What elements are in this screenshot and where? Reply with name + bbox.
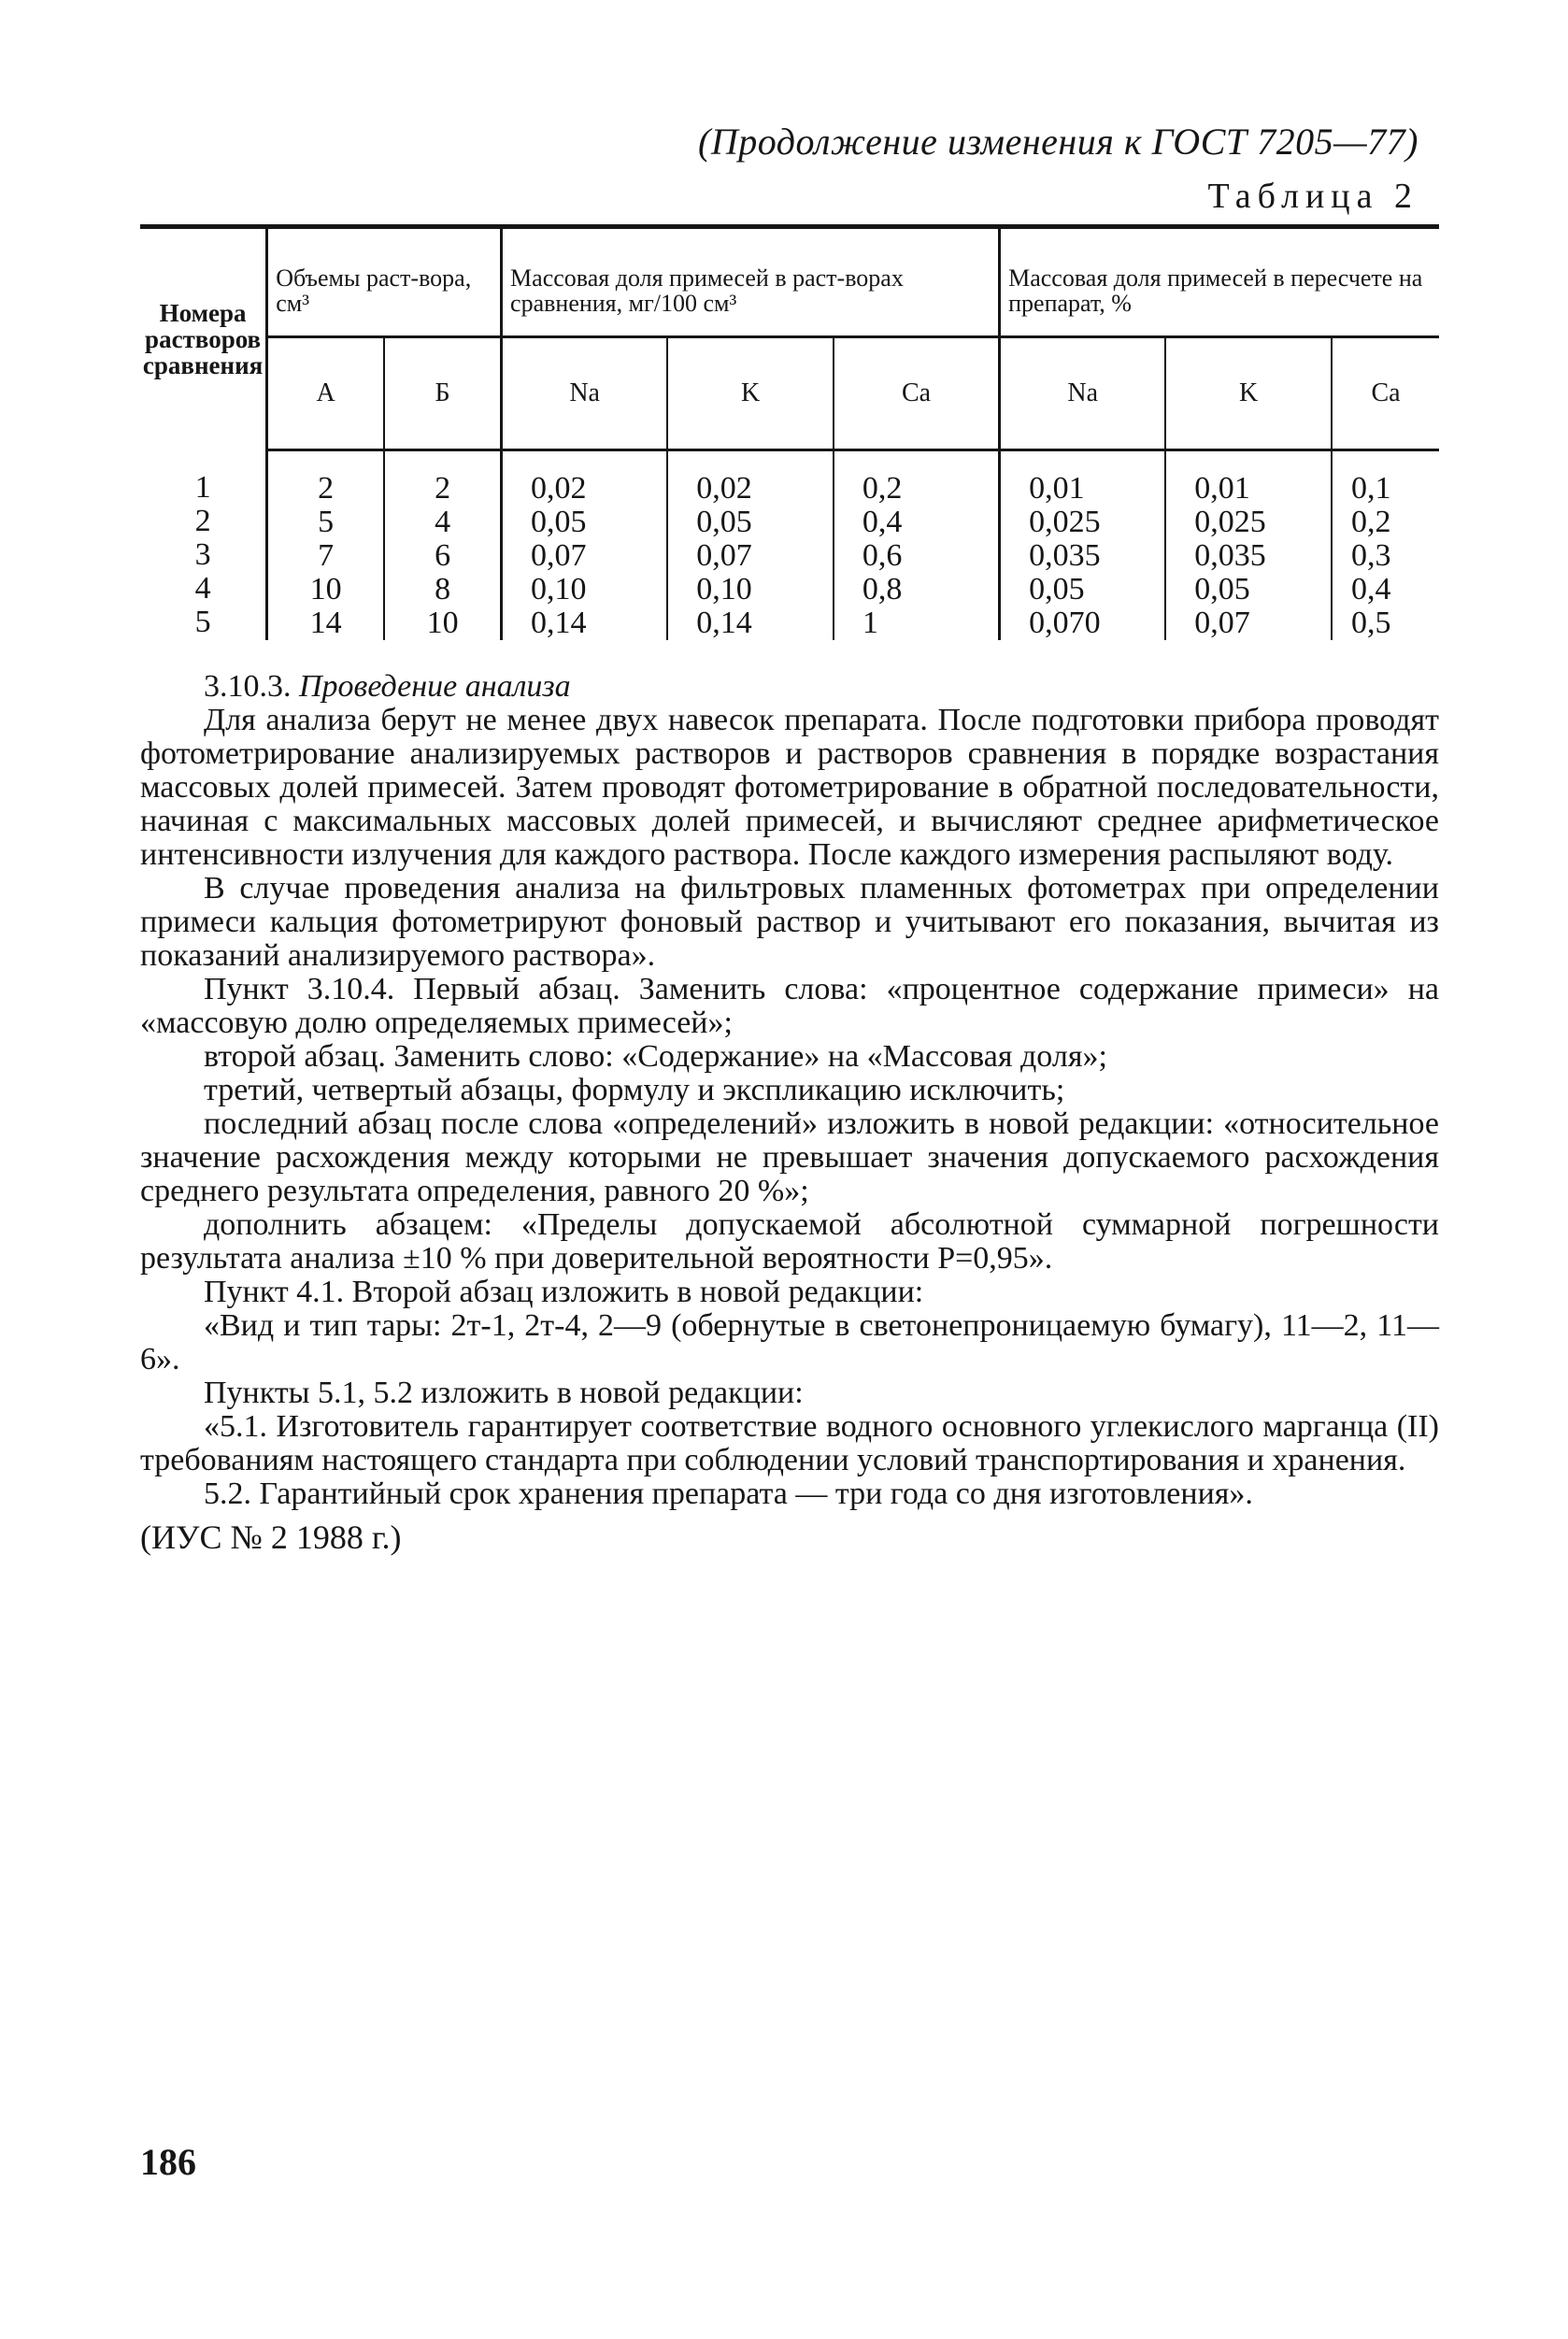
- table-cell: 0,8: [862, 572, 903, 606]
- document-body: [140, 670, 1439, 1554]
- column-header-k: K: [1165, 337, 1332, 450]
- table-cell: 8: [435, 572, 451, 606]
- column-header-b: Б: [384, 337, 501, 450]
- volume-b-cells: [384, 450, 501, 641]
- section-title: Проведение анализа: [299, 669, 571, 704]
- table-cell: 10: [426, 606, 459, 640]
- paragraph: Пункт 4.1. Второй абзац изложить в новой редакции:: [204, 1275, 924, 1309]
- table-cell: 6: [435, 538, 451, 573]
- table-cell: 0,3: [1350, 538, 1391, 573]
- row-number-header: Номера растворов сравнения: [140, 227, 267, 450]
- preparation-fraction-group-header: Массовая доля примесей в пересчете на препарат, %: [1000, 227, 1439, 337]
- table-cell: 5: [194, 604, 211, 639]
- table-cell: 4: [435, 505, 451, 539]
- paragraph: Для анализа берут не менее двух навесок препарата. После подготовки прибора проводят фотометрирование анализируемых растворов и растворов сравнения в порядке возрастания массовых долей примесей. Затем проводят фотометрирование в обратной последовательности, начиная с максимальных массовых долей примесей, и вычисляют среднее арифметическое интенсивности излучения для каждого раствора. После каждого измерения распыляют воду.: [140, 703, 1439, 872]
- table-cell: 0,05: [696, 505, 752, 539]
- table-cell: 0,4: [862, 505, 903, 539]
- table-cell: 5: [318, 505, 335, 539]
- table-cell: 0,1: [1350, 471, 1391, 506]
- table-title: Таблица 2: [1207, 177, 1418, 216]
- table-cell: 0,02: [531, 471, 587, 506]
- table-cell: 0,2: [1350, 505, 1391, 539]
- table-cell: 10: [309, 572, 342, 606]
- solution-na-cells: [502, 450, 668, 641]
- paragraph: третий, четвертый абзацы, формулу и экспликацию исключить;: [204, 1073, 1065, 1107]
- table-cell: 4: [194, 570, 211, 606]
- table-cell: 1: [862, 606, 878, 640]
- column-header-ca: Ca: [834, 337, 1000, 450]
- table-cell: 0,035: [1029, 538, 1101, 573]
- table-cell: 7: [318, 538, 335, 573]
- table-cell: 0,01: [1029, 471, 1085, 506]
- solution-k-cells: [667, 450, 834, 641]
- table-cell: 2: [318, 471, 335, 506]
- table-cell: 0,02: [696, 471, 752, 506]
- table-cell: 0,07: [531, 538, 587, 573]
- solution-ca-cells: [834, 450, 1000, 641]
- table-cell: 14: [309, 606, 342, 640]
- table-cell: 0,025: [1194, 505, 1266, 539]
- column-header-a: А: [267, 337, 384, 450]
- paragraph: Пункты 5.1, 5.2 изложить в новой редакции:: [204, 1376, 804, 1410]
- table-cell: 0,025: [1029, 505, 1101, 539]
- table-cell: 0,05: [1194, 572, 1250, 606]
- table-cell: 0,05: [1029, 572, 1085, 606]
- preparation-na-cells: [1000, 450, 1166, 641]
- table-cell: 0,10: [531, 572, 587, 606]
- column-header-na: Na: [1000, 337, 1166, 450]
- paragraph: В случае проведения анализа на фильтровых пламенных фотометрах при определении примеси кальция фотометрируют фоновый раствор и учитывают его показания, вычитая из показаний анализируемого раствора».: [140, 871, 1439, 973]
- paragraph: Пункт 3.10.4. Первый абзац. Заменить слова: «процентное содержание примеси» на «массовую долю определяемых примесей»;: [140, 972, 1439, 1040]
- preparation-k-cells: [1165, 450, 1332, 641]
- paragraph: «Вид и тип тары: 2т-1, 2т-4, 2—9 (обернутые в светонепроницаемую бумагу), 11—2, 11—6».: [140, 1308, 1439, 1376]
- volumes-group-header: Объемы раст-вора, см³: [267, 227, 502, 337]
- table-cell: 0,5: [1350, 606, 1391, 640]
- table-cell: 0,6: [862, 538, 903, 573]
- paragraph: 5.2. Гарантийный срок хранения препарата — три года со дня изготовления».: [204, 1476, 1253, 1511]
- paragraph: последний абзац после слова «определений» изложить в новой редакции: «относительное значение расхождения между которыми не превышает значения допускаемого расхождения среднего результата определения, равного 20 %»;: [140, 1106, 1439, 1208]
- table-cell: 0,01: [1194, 471, 1250, 506]
- table-cell: 0,2: [862, 471, 903, 506]
- column-header-ca: Ca: [1332, 337, 1439, 450]
- section-heading: [140, 670, 1439, 704]
- table-cell: 0,035: [1194, 538, 1266, 573]
- column-header-k: K: [667, 337, 834, 450]
- table-cell: 2: [194, 503, 211, 538]
- table-cell: 0,05: [531, 505, 587, 539]
- column-header-na: Na: [502, 337, 668, 450]
- table-cell: 0,10: [696, 572, 752, 606]
- table-cell: 2: [435, 471, 451, 506]
- document-continuation-header: (Продолжение изменения к ГОСТ 7205—77): [698, 121, 1418, 163]
- paragraph: «5.1. Изготовитель гарантирует соответствие водного основного углекислого марганца (II) требованиям настоящего стандарта при соблюдении условий транспортирования и хранения.: [140, 1409, 1439, 1477]
- table-cell: 1: [194, 469, 211, 505]
- solution-fraction-group-header: Массовая доля примесей в раст-ворах сравнения, мг/100 см³: [502, 227, 1000, 337]
- preparation-ca-cells: [1332, 450, 1439, 641]
- volume-a-cells: [267, 450, 384, 641]
- table-cell: 3: [194, 536, 211, 572]
- table-cell: 0,14: [531, 606, 587, 640]
- paragraph: второй абзац. Заменить слово: «Содержание» на «Массовая доля»;: [204, 1039, 1107, 1074]
- table-body: [140, 450, 1439, 641]
- table-cell: 0,07: [1194, 606, 1250, 640]
- table-cell: 0,14: [696, 606, 752, 640]
- row-number-cells: [140, 450, 267, 641]
- paragraph: дополнить абзацем: «Пределы допускаемой абсолютной суммарной погрешности результата анализа ±10 % при доверительной вероятности P=0,95».: [140, 1207, 1439, 1276]
- comparison-solutions-table: [140, 224, 1439, 640]
- table-cell: 0,07: [696, 538, 752, 573]
- page-number: 186: [140, 2141, 196, 2183]
- section-number: 3.10.3.: [204, 669, 292, 704]
- table-cell: 0,070: [1029, 606, 1101, 640]
- source-reference: (ИУС № 2 1988 г.): [140, 1519, 402, 1556]
- table-cell: 0,4: [1350, 572, 1391, 606]
